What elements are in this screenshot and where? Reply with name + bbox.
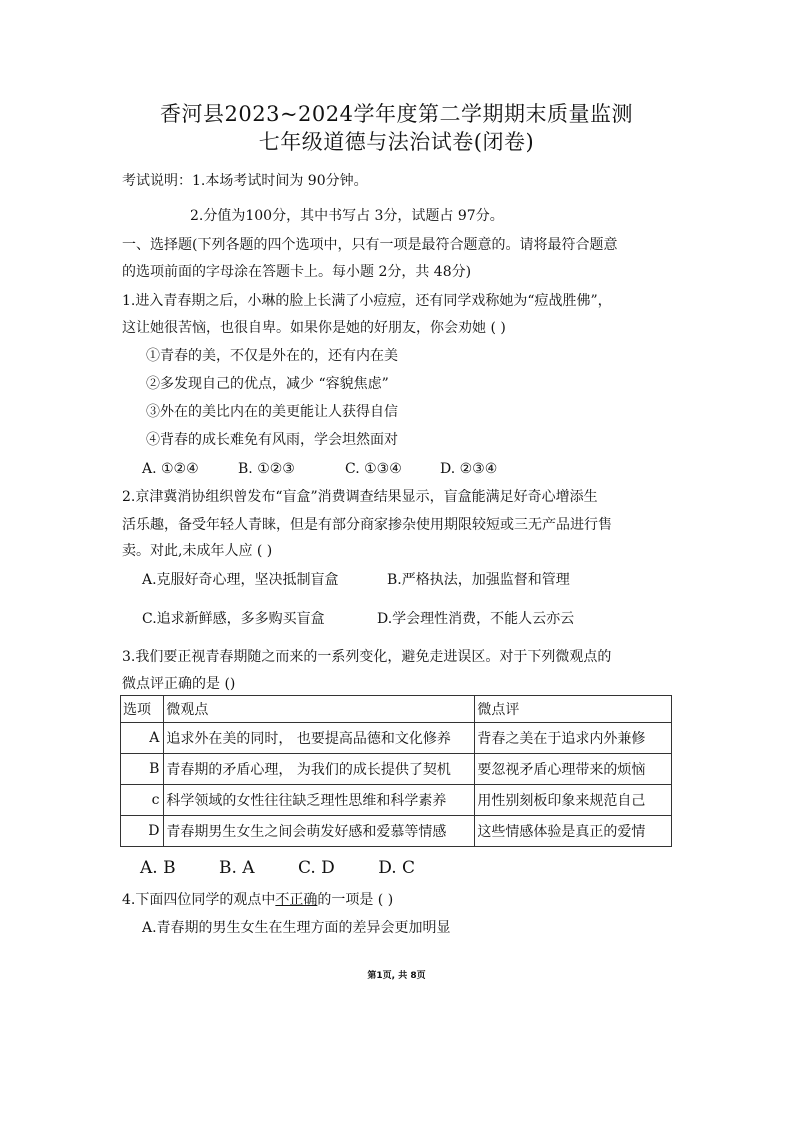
table-row [121,785,672,816]
table-cell: c [121,785,164,816]
instruction-line-1: 考试说明：1.本场考试时间为 90分钟。 [122,173,368,189]
table-row [121,816,672,847]
table-cell: 追求外在美的同时， 也要提高品德和文化修养 [164,723,475,754]
q3-options [140,858,453,878]
table-row [121,723,672,754]
q1-option-a: A. ①②④ [142,461,199,477]
q2-stem-line-1: 2.京津冀消协组织曾发布“盲盒”消费调查结果显示，盲盒能满足好奇心增添生 [122,489,598,505]
exam-subtitle: 七年级道德与法治试卷(闭卷) [258,130,535,154]
section-heading-line-1: 一、选择题(下列各题的四个选项中，只有一项是最符合题意的。请将最符合题意 [122,237,618,253]
q4-stem-prefix: 4.下面四位同学的观点中 [122,892,276,908]
q3-option-b: B. A [218,858,255,878]
q2-option-d: D.学会理性消费，不能人云亦云 [377,611,575,627]
q2-stem-line-3: 卖。对此,未成年人应 ( ) [122,543,273,559]
page-footer: 第1页, 共 8页 [367,971,426,981]
q3-option-c: C. D [297,858,335,878]
q1-statement-4: ④背春的成长难免有风雨，学会坦然面对 [146,432,398,448]
table-cell: 要忽视矛盾心理带来的烦恼 [475,754,672,785]
table-header-cell: 微点评 [475,696,672,723]
q4-stem-emphasis: 不正确 [275,892,318,908]
q1-option-c: C. ①③④ [345,461,402,477]
q4-stem [122,890,393,910]
q3-option-d: D. C [378,858,416,878]
table-cell: A [121,723,164,754]
q2-option-a: A.克服好奇心理，坚决抵制盲盒 [142,572,339,588]
q1-stem-line-2: 这让她很苦恼，也很自卑。如果你是她的好朋友，你会劝她 ( ) [122,320,506,336]
section-heading-line-2: 的选项前面的字母涂在答题卡上。每小题 2分，共 48分) [122,264,472,280]
table-cell: 科学领域的女性往往缺乏理性思维和科学素养 [164,785,475,816]
q1-statement-3: ③外在的美比内在的美更能让人获得自信 [146,404,398,420]
q3-stem-line-1: 3.我们要正视青春期随之而来的一系列变化，避免走进误区。对于下列微观点的 [122,649,612,665]
q1-option-d: D. ②③④ [440,461,498,477]
q1-stem-line-1: 1.进入青春期之后，小琳的脸上长满了小痘痘，还有同学戏称她为“痘战胜佛”， [122,293,612,309]
q1-statement-2: ②多发现自己的优点，减少 “容貌焦虑” [146,376,389,392]
table-cell: B [121,754,164,785]
q2-stem-line-2: 活乐趣，备受年轻人青睐，但是有部分商家掺杂使用期限较短或三无产品进行售 [122,517,612,533]
table-cell: 背春之美在于追求内外兼修 [475,723,672,754]
q4-option-a: A.青春期的男生女生在生理方面的差异会更加明显 [142,920,451,936]
q1-option-b: B. ①②③ [238,461,295,477]
q3-stem-line-2: 微点评正确的是 () [122,676,236,692]
q1-statement-1: ①青春的美，不仅是外在的，还有内在美 [146,348,398,364]
q4-stem-suffix: 的一项是 ( ) [317,892,394,908]
table-row [121,754,672,785]
q2-option-c: C.追求新鲜感，多多购买盲盒 [142,611,325,627]
exam-title: 香河县2023~2024学年度第二学期期末质量监测 [160,102,633,126]
table-cell: 青春期男生女生之间会萌发好感和爱慕等情感 [164,816,475,847]
table-cell: D [121,816,164,847]
q3-table [120,695,672,847]
table-cell: 这些情感体验是真正的爱情 [475,816,672,847]
table-header-cell: 选项 [121,696,164,723]
table-header-cell: 微观点 [164,696,475,723]
instruction-line-2: 2.分值为100分，其中书写占 3分，试题占 97分。 [190,208,504,224]
table-header-row [121,696,672,723]
table-cell: 用性别刻板印象来规范自己 [475,785,672,816]
q2-option-b: B.严格执法，加强监督和管理 [387,572,570,588]
table-cell: 青春期的矛盾心理， 为我们的成长提供了契机 [164,754,475,785]
q3-option-a: A. B [140,858,176,878]
